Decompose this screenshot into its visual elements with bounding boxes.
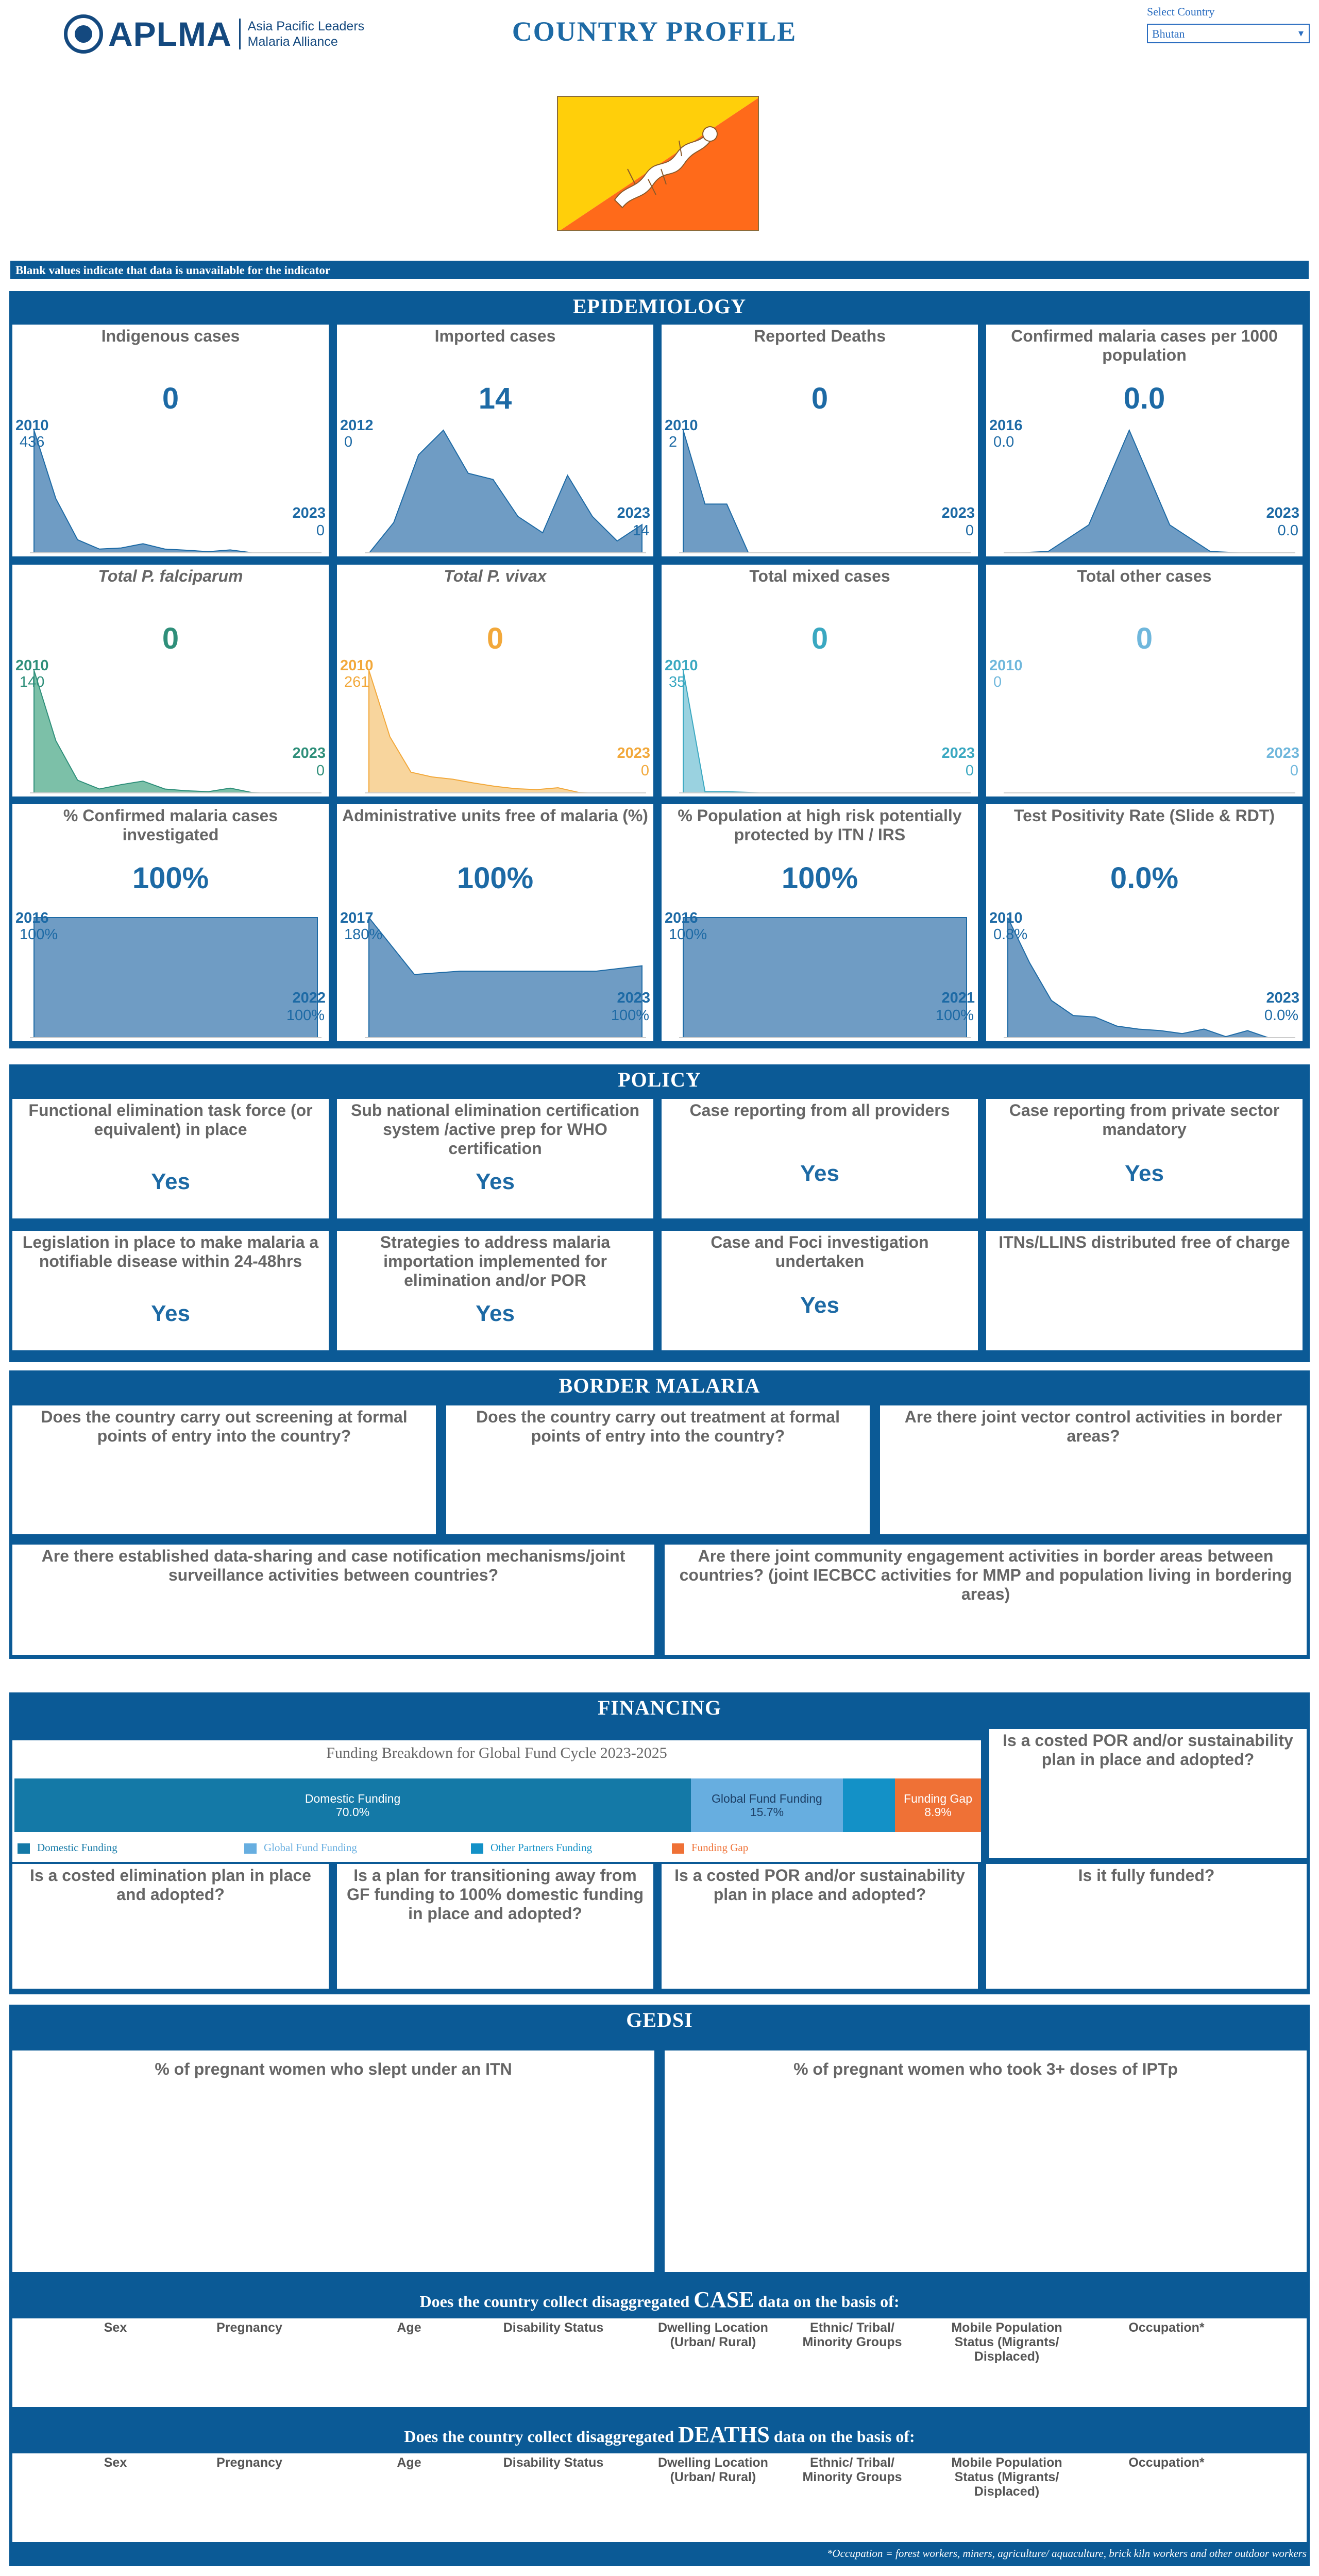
epi-card-value: 0: [486, 622, 504, 655]
epi-card-value: 0: [162, 622, 179, 655]
financing-question-card: [337, 1864, 653, 1989]
case-disagg-title-a: Does the country collect disaggregated: [419, 2292, 694, 2311]
funding-legend-item: [244, 1841, 357, 1854]
occupation-footnote: *Occupation = forest workers, miners, agriculture/ aquaculture, brick kiln workers and other outdoor workers: [826, 2547, 1307, 2560]
funding-legend-item: [471, 1841, 592, 1854]
policy-card-value: Yes: [476, 1169, 515, 1194]
epi-start-value: 140: [20, 674, 45, 690]
funding-segment-label: Domestic Funding: [305, 1792, 401, 1805]
epi-sparkline: [679, 425, 971, 553]
epi-end-year: 2023: [292, 745, 326, 761]
financing-title: FINANCING: [597, 1696, 722, 1719]
epi-card-value: 0: [162, 382, 179, 415]
epi-area: [34, 918, 317, 1038]
epi-sparkline: [30, 912, 322, 1038]
epi-end-year: 2023: [1266, 505, 1299, 521]
epi-area: [683, 430, 967, 553]
financing-question-text: Is a costed POR and/or sustainability plan in place and adopted?: [674, 1866, 965, 1904]
gedsi-title: GEDSI: [626, 2008, 693, 2031]
funding-segment-value: 8.9%: [924, 1805, 952, 1819]
epi-start-year: 2010: [665, 657, 698, 674]
border-question-text: Does the country carry out treatment at formal points of entry into the country?: [476, 1408, 840, 1445]
epi-card-value: 14: [478, 382, 512, 415]
country-select[interactable]: [1147, 24, 1310, 43]
funding-legend-item: [18, 1841, 117, 1854]
epi-start-value: 436: [20, 434, 45, 450]
funding-bar-segment[interactable]: [895, 1778, 981, 1832]
financing-question-text: Is a costed POR and/or sustainability plan in place and adopted?: [1003, 1731, 1293, 1769]
policy-card-title: Functional elimination task force (or equivalent) in place: [28, 1101, 313, 1139]
disagg-column-header: Ethnic/ Tribal/ Minority Groups: [802, 2320, 902, 2349]
itn-pregnant-card: [12, 2050, 654, 2272]
disagg-column-header: Occupation*: [1128, 2455, 1205, 2470]
epi-card-title: Reported Deaths: [753, 327, 886, 345]
border-question-card: [665, 1545, 1307, 1655]
epi-start-value: 100%: [669, 926, 707, 943]
epi-area: [1008, 430, 1291, 553]
disagg-column-header: Pregnancy: [216, 2320, 282, 2335]
epi-card: [337, 565, 653, 796]
funding-bar-segment[interactable]: [14, 1778, 691, 1832]
epi-end-value: 100%: [935, 1007, 974, 1024]
funding-legend-label: Other Partners Funding: [491, 1841, 593, 1854]
policy-card: [986, 1099, 1303, 1218]
policy-card: [662, 1099, 978, 1218]
disagg-column-header: Disability Status: [503, 2455, 604, 2470]
epi-end-value: 0: [965, 762, 974, 779]
epi-card-title: % Population at high risk potentially protected by ITN / IRS: [678, 806, 962, 844]
policy-title: POLICY: [618, 1068, 701, 1091]
epi-sparkline: [679, 912, 971, 1038]
epi-card: [337, 325, 653, 556]
funding-chart-title: Funding Breakdown for Global Fund Cycle 2023-2025: [326, 1744, 667, 1761]
epi-sparkline: [30, 665, 322, 793]
page-title: COUNTRY PROFILE: [512, 16, 797, 47]
epi-area: [34, 670, 317, 793]
epi-end-value: 0: [1290, 762, 1298, 779]
border-question-card: [880, 1405, 1307, 1534]
epi-card: [12, 325, 329, 556]
epi-start-year: 2010: [15, 657, 49, 674]
border-question-text: Are there joint vector control activities in border areas?: [904, 1408, 1282, 1445]
policy-card-title: Strategies to address malaria importation implemented for elimination and/or POR: [380, 1233, 611, 1290]
epi-area: [683, 670, 967, 793]
financing-question-card: [662, 1864, 978, 1989]
legend-swatch: [244, 1843, 257, 1854]
epi-start-year: 2010: [989, 910, 1023, 926]
deaths-disagg-title-b: DEATHS: [678, 2422, 770, 2447]
epi-start-year: 2016: [15, 910, 49, 926]
epi-sparkline: [1004, 425, 1295, 553]
epi-end-year: 2022: [292, 990, 326, 1006]
case-disagg-title-c: data on the basis of:: [754, 2292, 900, 2311]
epi-sparkline: [679, 665, 971, 793]
funding-legend-label: Funding Gap: [691, 1841, 749, 1854]
policy-card: [662, 1231, 978, 1350]
funding-legend-label: Global Fund Funding: [264, 1841, 357, 1854]
funding-legend-item: [672, 1841, 748, 1854]
epidemiology-title: EPIDEMIOLOGY: [572, 295, 747, 318]
blank-values-notice: Blank values indicate that data is unavailable for the indicator: [10, 261, 1309, 279]
epi-area: [369, 430, 642, 553]
policy-card-title: Sub national elimination certification system /active prep for WHO certification: [350, 1101, 640, 1158]
epi-card-title: Test Positivity Rate (Slide & RDT): [1013, 806, 1275, 825]
border-question-card: [12, 1405, 436, 1534]
epi-end-year: 2023: [292, 505, 326, 521]
policy-card: [12, 1099, 329, 1218]
disagg-column-header: Mobile Population Status (Migrants/ Displaced): [951, 2320, 1062, 2364]
disagg-column-header: Disability Status: [503, 2320, 604, 2335]
disagg-column-header: Sex: [104, 2320, 127, 2335]
policy-card-value: Yes: [151, 1169, 190, 1194]
aplma-logo[interactable]: [64, 11, 383, 57]
epi-start-value: 0.0: [993, 434, 1014, 450]
epi-end-value: 0: [316, 762, 325, 779]
epi-start-value: 2: [669, 434, 678, 450]
epi-card: [662, 804, 978, 1041]
epi-card-title: Total P. vivax: [444, 567, 547, 585]
epi-card-title: Total other cases: [1077, 567, 1212, 585]
epi-card: [662, 565, 978, 796]
epi-start-year: 2010: [989, 657, 1023, 674]
epi-end-value: 0: [316, 522, 325, 539]
epi-start-value: 0: [344, 434, 353, 450]
policy-card-value: Yes: [800, 1161, 839, 1186]
epi-card-title: Indigenous cases: [101, 327, 240, 345]
policy-card-title: ITNs/LLINS distributed free of charge: [999, 1233, 1290, 1251]
policy-card-value: Yes: [1125, 1161, 1164, 1186]
policy-card-title: Legislation in place to make malaria a notifiable disease within 24-48hrs: [22, 1233, 319, 1270]
border-question-text: Does the country carry out screening at formal points of entry into the country?: [41, 1408, 408, 1445]
disagg-column-header: Pregnancy: [216, 2455, 282, 2470]
epi-end-year: 2023: [941, 505, 975, 521]
epi-start-value: 0: [993, 674, 1002, 690]
disagg-column-header: Mobile Population Status (Migrants/ Displaced): [951, 2455, 1062, 2499]
iptp-pregnant-title: % of pregnant women who took 3+ doses of IPTp: [793, 2060, 1178, 2078]
epi-end-value: 100%: [286, 1007, 325, 1024]
deaths-disagg-title-c: data on the basis of:: [769, 2427, 915, 2446]
policy-card-value: Yes: [476, 1301, 515, 1326]
epi-end-year: 2023: [617, 990, 650, 1006]
financing-question-card: [986, 1864, 1307, 1989]
financing-question-text: Is it fully funded?: [1078, 1866, 1215, 1885]
epi-end-value: 0.0: [1277, 522, 1298, 539]
policy-card-title: Case reporting from private sector mandatory: [1009, 1101, 1280, 1139]
policy-card: [337, 1099, 653, 1218]
epi-card: [986, 325, 1303, 556]
border-question-card: [446, 1405, 870, 1534]
epi-start-year: 2010: [340, 657, 374, 674]
case-disagg-table: [12, 2318, 1307, 2407]
epi-end-value: 0: [965, 522, 974, 539]
epi-area: [1008, 918, 1291, 1038]
epi-card: [662, 325, 978, 556]
itn-pregnant-title: % of pregnant women who slept under an ITN: [155, 2060, 512, 2078]
epi-card-value: 0.0%: [1110, 861, 1179, 895]
funding-bar: [14, 1778, 981, 1832]
dropdown-arrow-icon: ▾: [1298, 28, 1304, 39]
epi-card-value: 100%: [132, 861, 209, 895]
funding-breakdown-card: [12, 1740, 981, 1862]
epi-area: [683, 918, 967, 1038]
epi-end-value: 0.0%: [1264, 1007, 1298, 1024]
epi-start-year: 2010: [15, 417, 49, 434]
policy-card-title: Case reporting from all providers: [689, 1101, 950, 1120]
border-question-card: [12, 1545, 654, 1655]
disagg-column-header: Sex: [104, 2455, 127, 2470]
policy-card: [12, 1231, 329, 1350]
epi-card-title: Confirmed malaria cases per 1000 population: [1011, 327, 1278, 364]
disagg-column-header: Age: [397, 2320, 421, 2335]
epi-sparkline: [365, 912, 646, 1038]
country-select-value: Bhutan: [1152, 27, 1185, 40]
funding-legend-label: Domestic Funding: [37, 1841, 117, 1854]
policy-card-title: Case and Foci investigation undertaken: [711, 1233, 929, 1270]
iptp-pregnant-card: [665, 2050, 1307, 2272]
epi-end-year: 2023: [617, 505, 650, 521]
disagg-column-header: Dwelling Location (Urban/ Rural): [658, 2455, 768, 2484]
epi-end-year: 2023: [941, 745, 975, 761]
epi-end-value: 0: [640, 762, 649, 779]
logo-text: APLMA: [108, 15, 232, 53]
select-country-label: Select Country: [1147, 5, 1215, 18]
epi-card-title: Total P. falciparum: [98, 567, 243, 585]
epi-start-year: 2010: [665, 417, 698, 434]
epi-sparkline: [1004, 912, 1295, 1038]
funding-segment-value: 70.0%: [335, 1805, 370, 1819]
disagg-column-header: Ethnic/ Tribal/ Minority Groups: [802, 2455, 902, 2484]
logo-sub-line1: Asia Pacific Leaders: [247, 19, 365, 33]
epi-card: [337, 804, 653, 1041]
deaths-disagg-title-a: Does the country collect disaggregated: [404, 2427, 679, 2446]
funding-bar-segment[interactable]: [843, 1778, 895, 1832]
financing-question-card: [989, 1729, 1307, 1858]
epi-start-value: 261: [344, 674, 369, 690]
epi-start-value: 35: [669, 674, 686, 690]
epi-area: [34, 430, 317, 553]
disagg-column-header: Occupation*: [1128, 2320, 1205, 2335]
epi-start-year: 2012: [340, 417, 374, 434]
legend-swatch: [672, 1843, 684, 1854]
financing-question-card: [12, 1864, 329, 1989]
epi-start-value: 180%: [344, 926, 383, 943]
disagg-column-header: Age: [397, 2455, 421, 2470]
policy-card: [986, 1231, 1303, 1350]
epi-end-value: 100%: [611, 1007, 649, 1024]
epi-card-title: Administrative units free of malaria (%): [342, 806, 648, 825]
legend-swatch: [18, 1843, 30, 1854]
logo-sub-line2: Malaria Alliance: [247, 35, 338, 49]
funding-segment-label: Funding Gap: [904, 1792, 972, 1805]
epi-card-value: 0: [1136, 622, 1153, 655]
funding-legend: [18, 1841, 981, 1858]
epi-card-value: 100%: [456, 861, 534, 895]
policy-card-value: Yes: [800, 1293, 839, 1318]
case-disagg-title-b: CASE: [694, 2287, 754, 2312]
epi-end-year: 2023: [1266, 745, 1299, 761]
epi-end-year: 2023: [617, 745, 650, 761]
funding-segment-label: Global Fund Funding: [712, 1792, 822, 1805]
epi-card: [986, 565, 1303, 796]
epi-start-year: 2016: [665, 910, 698, 926]
epi-card-value: 0: [811, 382, 828, 415]
deaths-disagg-table: [12, 2453, 1307, 2542]
epi-card-title: Imported cases: [434, 327, 556, 345]
epi-start-value: 0.8%: [993, 926, 1028, 943]
financing-question-text: Is a costed elimination plan in place and adopted?: [30, 1866, 311, 1904]
epi-area: [369, 670, 642, 793]
globe-icon: [64, 14, 103, 54]
country-flag: [557, 96, 759, 231]
policy-card-value: Yes: [151, 1301, 190, 1326]
epi-card: [12, 804, 329, 1041]
border-question-text: Are there established data-sharing and case notification mechanisms/joint surveillance activities between countries?: [41, 1547, 625, 1584]
epi-sparkline: [365, 665, 646, 793]
funding-bar-segment[interactable]: [691, 1778, 843, 1832]
epi-end-year: 2023: [1266, 990, 1299, 1006]
epi-card: [12, 565, 329, 796]
border-question-text: Are there joint community engagement activities in border areas between countries? (joint IECBCC activities for MMP and population living in bordering areas): [679, 1547, 1292, 1603]
epi-card-title: % Confirmed malaria cases investigated: [63, 806, 278, 844]
epi-start-year: 2017: [340, 910, 374, 926]
epi-card-value: 100%: [781, 861, 858, 895]
epi-card: [986, 804, 1303, 1041]
epi-end-year: 2021: [941, 990, 975, 1006]
epi-area: [369, 918, 642, 1038]
epi-card-value: 0: [811, 622, 828, 655]
funding-segment-value: 15.7%: [750, 1805, 784, 1819]
epi-start-year: 2016: [989, 417, 1023, 434]
legend-swatch: [471, 1843, 483, 1854]
border-malaria-title: BORDER MALARIA: [559, 1374, 760, 1397]
disagg-column-header: Dwelling Location (Urban/ Rural): [658, 2320, 768, 2349]
policy-card: [337, 1231, 653, 1350]
epi-end-value: 14: [632, 522, 649, 539]
epi-start-value: 100%: [20, 926, 58, 943]
financing-question-text: Is a plan for transitioning away from GF funding to 100% domestic funding in place and adopted?: [347, 1866, 644, 1923]
epi-card-value: 0.0: [1123, 382, 1165, 415]
epi-sparkline: [365, 425, 646, 553]
epi-card-title: Total mixed cases: [749, 567, 890, 585]
epi-sparkline: [30, 425, 322, 553]
epi-sparkline: [1004, 665, 1295, 793]
